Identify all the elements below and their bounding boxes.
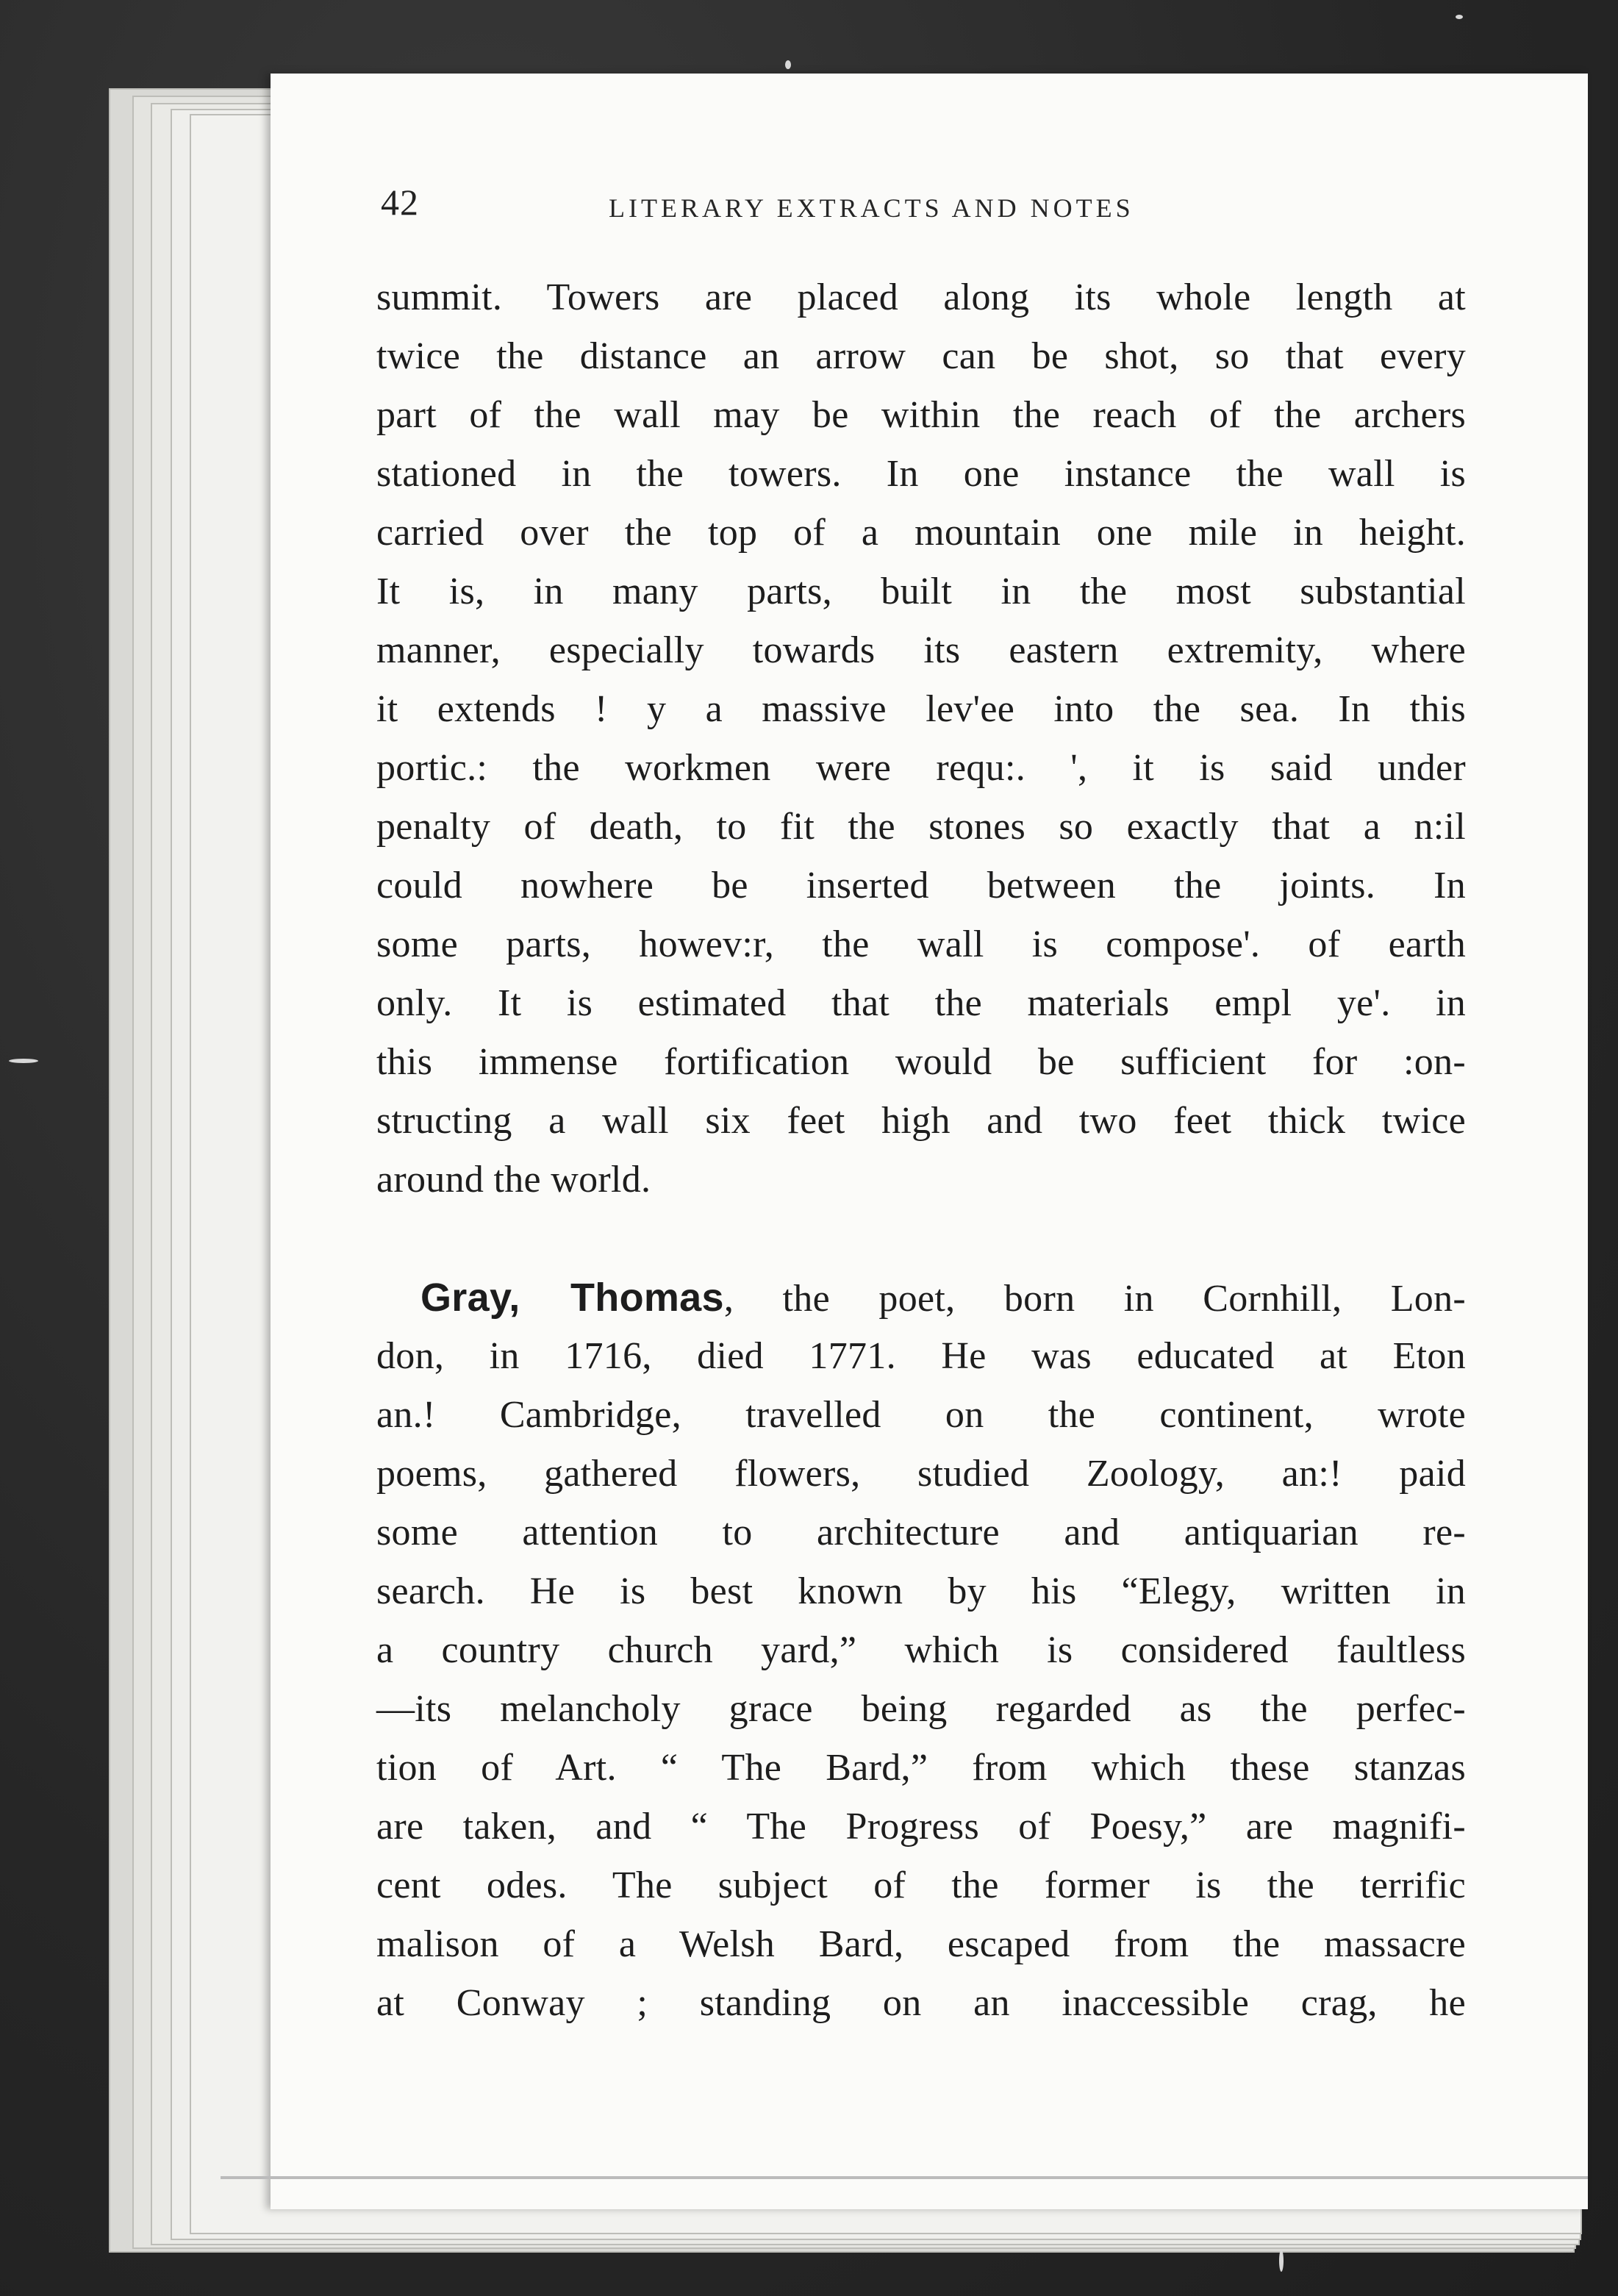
text-line: are taken, and “ The Progress of Poesy,” are magnifi- bbox=[376, 1806, 1466, 1848]
text-line: a country church yard,” which is considered faultless bbox=[376, 1629, 1466, 1671]
text-line: an.! Cambridge, travelled on the continent, wrote bbox=[376, 1394, 1466, 1436]
scan-speck bbox=[1279, 2250, 1284, 2272]
entry-heading: Gray, Thomas bbox=[420, 1276, 724, 1320]
text-line: at Conway ; standing on an inaccessible crag, he bbox=[376, 1982, 1466, 2024]
text-line: poems, gathered flowers, studied Zoology, an:! paid bbox=[376, 1453, 1466, 1495]
text-line: —its melancholy grace being regarded as the perfec- bbox=[376, 1688, 1466, 1730]
text-line: cent odes. The subject of the former is the terrific bbox=[376, 1864, 1466, 1906]
text-line: tion of Art. “ The Bard,” from which these stanzas bbox=[376, 1747, 1466, 1789]
page-header bbox=[381, 181, 1469, 232]
text-line: stationed in the towers. In one instance the wall is bbox=[376, 453, 1466, 495]
scan-speck bbox=[1456, 15, 1463, 19]
text-line: structing a wall six feet high and two feet thick twice bbox=[376, 1100, 1466, 1142]
text-line: malison of a Welsh Bard, escaped from the massacre bbox=[376, 1923, 1466, 1965]
text-line: could nowhere be inserted between the joints. In bbox=[376, 865, 1466, 906]
text-line: search. He is best known by his “Elegy, written in bbox=[376, 1570, 1466, 1612]
text-line: some parts, howev:r, the wall is compose'. of earth bbox=[376, 923, 1466, 965]
text-line: this immense fortification would be sufficient for :on- bbox=[376, 1041, 1466, 1083]
text-line: portic.: the workmen were requ:. ', it is said under bbox=[376, 747, 1466, 789]
text-line: penalty of death, to fit the stones so exactly that a n:il bbox=[376, 806, 1466, 848]
text-line: it extends ! y a massive lev'ee into the sea. In this bbox=[376, 688, 1466, 730]
running-head: LITERARY EXTRACTS AND NOTES bbox=[609, 193, 1134, 223]
text-line: don, in 1716, died 1771. He was educated at Eton bbox=[376, 1335, 1466, 1377]
text-line: manner, especially towards its eastern extremity, where bbox=[376, 629, 1466, 671]
scan-speck bbox=[9, 1059, 38, 1063]
scan-speck bbox=[785, 60, 791, 69]
text-line: carried over the top of a mountain one mile in height. bbox=[376, 512, 1466, 554]
entry-first-line-text: , the poet, born in Cornhill, Lon- bbox=[723, 1278, 1466, 1320]
text-line: some attention to architecture and antiquarian re- bbox=[376, 1512, 1466, 1553]
page-bottom-edge bbox=[221, 2176, 1588, 2179]
text-line: around the world. bbox=[376, 1159, 651, 1201]
paragraph-great-wall bbox=[376, 268, 1466, 1209]
paragraph-gray-thomas bbox=[376, 1268, 1466, 2033]
entry-first-line bbox=[376, 1268, 1466, 1327]
page-number: 42 bbox=[381, 182, 419, 223]
page-body bbox=[376, 268, 1466, 2033]
text-line: twice the distance an arrow can be shot, so that every bbox=[376, 335, 1466, 377]
text-line: only. It is estimated that the materials empl ye'. in bbox=[376, 982, 1466, 1024]
paragraph-spacer bbox=[376, 1209, 1466, 1268]
text-line: part of the wall may be within the reach of the archers bbox=[376, 394, 1466, 436]
text-line: It is, in many parts, built in the most substantial bbox=[376, 571, 1466, 612]
text-line: summit. Towers are placed along its whole length at bbox=[376, 276, 1466, 318]
